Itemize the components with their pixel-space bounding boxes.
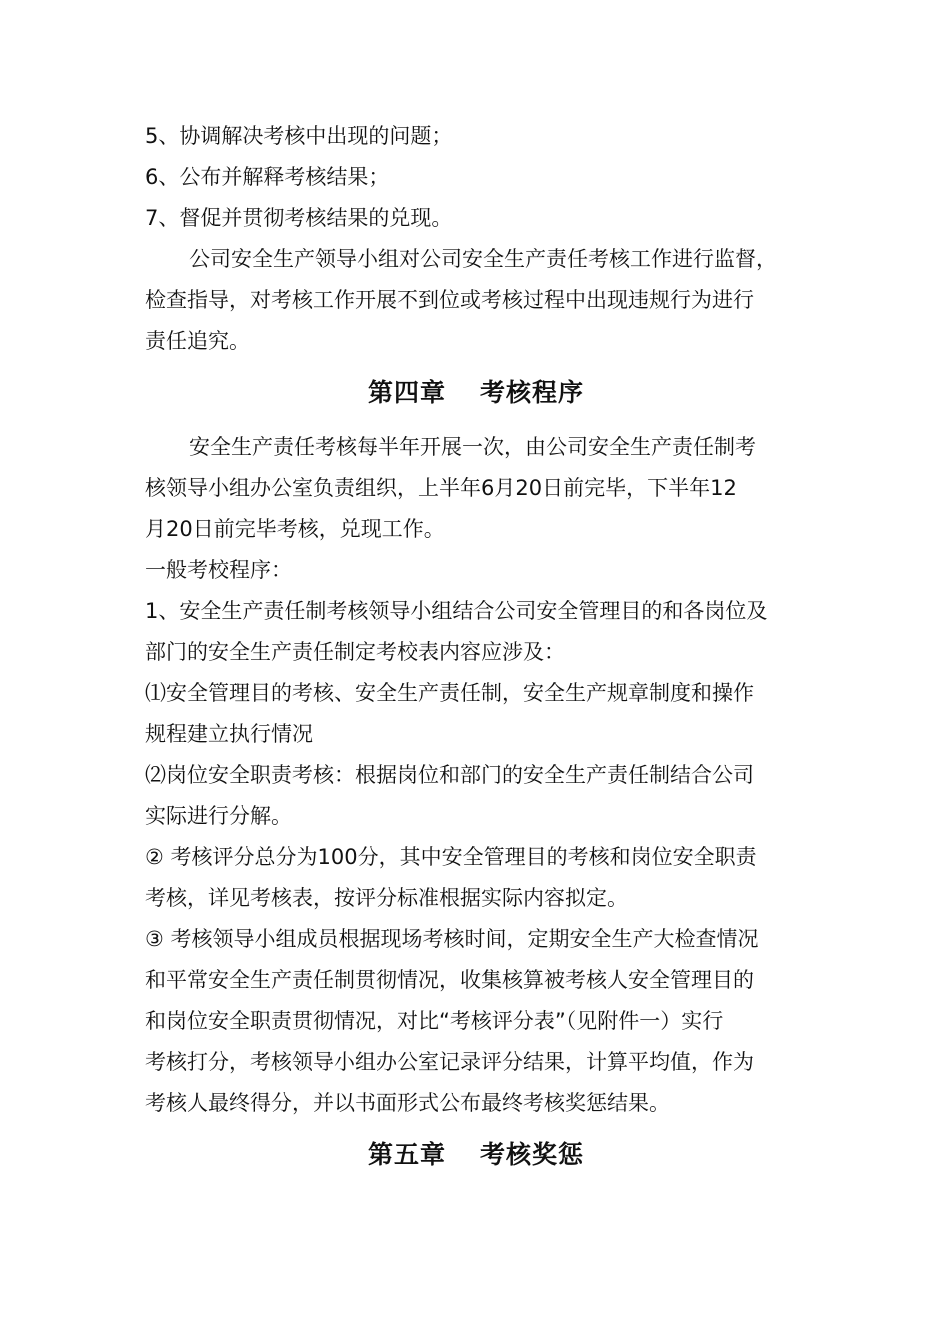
chapter-4-heading [145,377,807,409]
supervision-paragraph-line-2: 检查指导，对考核工作开展不到位或考核过程中出现违规行为进行 [145,288,754,312]
schedule-paragraph-line-3: 月20日前完毕考核，兑现工作。 [145,517,445,541]
list-item-5: 5、协调解决考核中出现的问题； [145,124,453,148]
schedule-paragraph-line-2: 核领导小组办公室负责组织，上半年6月20日前完毕，下半年12 [145,476,737,500]
sub-item-1-line-2: 规程建立执行情况 [145,722,313,746]
circled-item-3-line-4: 考核打分，考核领导小组办公室记录评分结果，计算平均值，作为 [145,1050,754,1074]
chapter-4-number: 第四章 [367,378,446,407]
schedule-paragraph-line-1: 安全生产责任考核每半年开展一次，由公司安全生产责任制考 [189,435,756,459]
chapter-5-heading [145,1139,807,1171]
circled-item-3-line-2: 和平常安全生产责任制贯彻情况，收集核算被考核人安全管理目的 [145,968,754,992]
circled-item-2-line-1: ② 考核评分总分为100分，其中安全管理目的考核和岗位安全职责 [145,845,757,869]
list-item-7: 7、督促并贯彻考核结果的兑现。 [145,206,453,230]
supervision-paragraph-line-1: 公司安全生产领导小组对公司安全生产责任考核工作进行监督， [189,247,777,271]
chapter-5-number: 第五章 [367,1140,446,1169]
procedure-list-title: 一般考校程序： [145,558,292,582]
sub-item-1-line-1: ⑴安全管理目的考核、安全生产责任制，安全生产规章制度和操作 [145,681,754,705]
sub-item-2-line-1: ⑵岗位安全职责考核：根据岗位和部门的安全生产责任制结合公司 [145,763,754,787]
circled-item-3-line-1: ③ 考核领导小组成员根据现场考核时间，定期安全生产大检查情况 [145,927,759,951]
chapter-5-title: 考核奖惩 [480,1140,585,1169]
circled-item-2-line-2: 考核，详见考核表，按评分标准根据实际内容拟定。 [145,886,628,910]
circled-item-3-line-3: 和岗位安全职责贯彻情况，对比“考核评分表”（见附件一）实行 [145,1009,724,1033]
document-body [145,116,807,1171]
circled-item-3-line-5: 考核人最终得分，并以书面形式公布最终考核奖惩结果。 [145,1091,670,1115]
supervision-paragraph-line-3: 责任追究。 [145,329,250,353]
chapter-4-title: 考核程序 [480,378,585,407]
sub-item-2-line-2: 实际进行分解。 [145,804,292,828]
procedure-item-1-line-2: 部门的安全生产责任制定考校表内容应涉及： [145,640,565,664]
procedure-item-1-line-1: 1、安全生产责任制考核领导小组结合公司安全管理目的和各岗位及 [145,599,768,623]
list-item-6: 6、公布并解释考核结果； [145,165,390,189]
